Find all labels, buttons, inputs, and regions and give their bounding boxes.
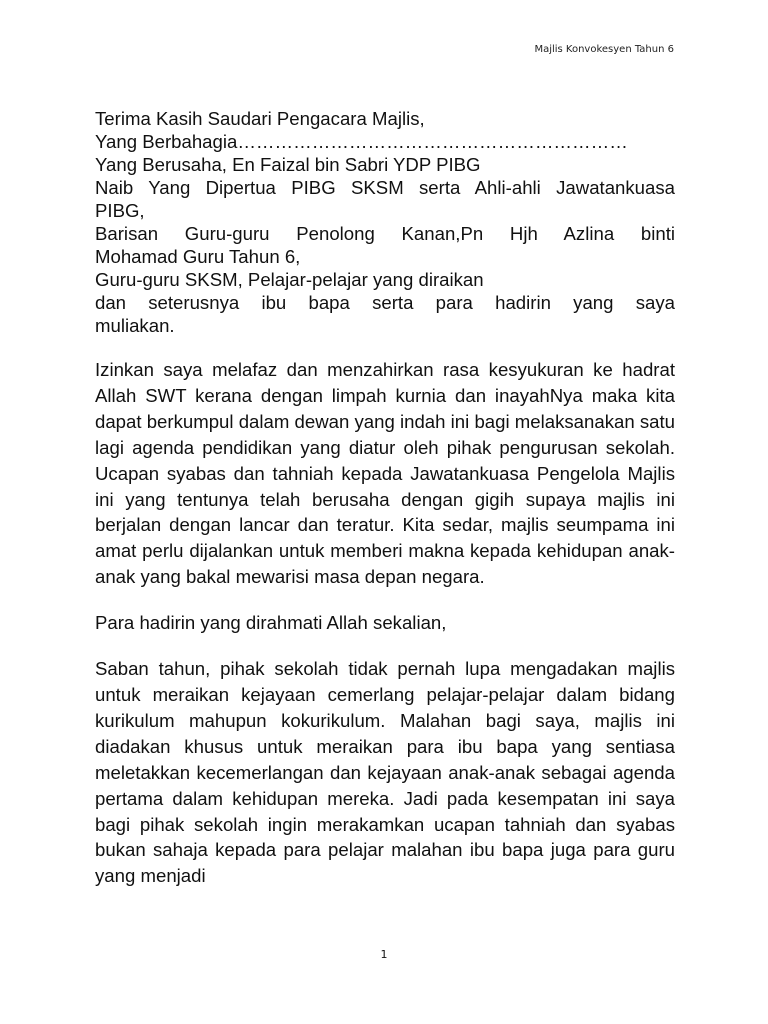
- salutation-line: Terima Kasih Saudari Pengacara Majlis,: [95, 108, 425, 129]
- paragraph-celebration: Saban tahun, pihak sekolah tidak pernah lupa mengadakan majlis untuk meraikan kejayaan cemerlang pelajar-pelajar dalam bidang kurikulum mahupun kokurikulum. Malahan bagi saya, majlis ini diadakan khusus untuk meraikan para ibu bapa yang sentiasa meletakkan kecemerlangan dan kejayaan anak-anak sebagai agenda pertama dalam kehidupan mereka. Jadi pada kesempatan ini saya bagi pihak sekolah ingin merakamkan ucapan tahniah dan syabas bukan sahaja kepada para pelajar malahan ibu bapa juga para guru yang menjadi: [95, 658, 675, 887]
- page-number: 1: [380, 948, 388, 961]
- salutation-line: dan seterusnya ibu bapa serta para hadirin yang saya: [95, 292, 675, 313]
- paragraph-gratitude: Izinkan saya melafaz dan menzahirkan rasa kesyukuran ke hadrat Allah SWT kerana dengan limpah kurnia dan inayahNya maka kita dapat berkumpul dalam dewan yang indah ini bagi melaksanakan satu lagi agenda pendidikan yang diatur oleh pihak pengurusan sekolah. Ucapan syabas dan tahniah kepada Jawatankuasa Pengelola Majlis ini yang tentunya telah berusaha dengan gigih supaya majlis ini berjalan dengan lancar dan teratur. Kita sedar, majlis seumpama ini amat perlu dijalankan untuk memberi makna kepada kehidupan anak-anak yang bakal mewarisi masa depan negara.: [95, 359, 675, 588]
- salutation-line: Yang Berusaha, En Faizal bin Sabri YDP PIBG: [95, 154, 481, 175]
- salutation-line: Naib Yang Dipertua PIBG SKSM serta Ahli-ahli Jawatankuasa: [95, 177, 675, 198]
- salutation-line: muliakan.: [95, 315, 175, 336]
- speech-body: [95, 107, 675, 889]
- salutation-line: Guru-guru SKSM, Pelajar-pelajar yang diraikan: [95, 269, 484, 290]
- salutation-line: Mohamad Guru Tahun 6,: [95, 246, 301, 267]
- paragraph-address: Para hadirin yang dirahmati Allah sekalian,: [95, 612, 447, 634]
- salutation-line: Barisan Guru-guru Penolong Kanan,Pn Hjh Azlina binti: [95, 223, 675, 244]
- salutation-block: [95, 107, 675, 337]
- running-header: Majlis Konvokesyen Tahun 6: [534, 44, 674, 55]
- salutation-line: Yang Berbahagia………………………………………………………: [95, 131, 628, 152]
- salutation-line: PIBG,: [95, 200, 145, 221]
